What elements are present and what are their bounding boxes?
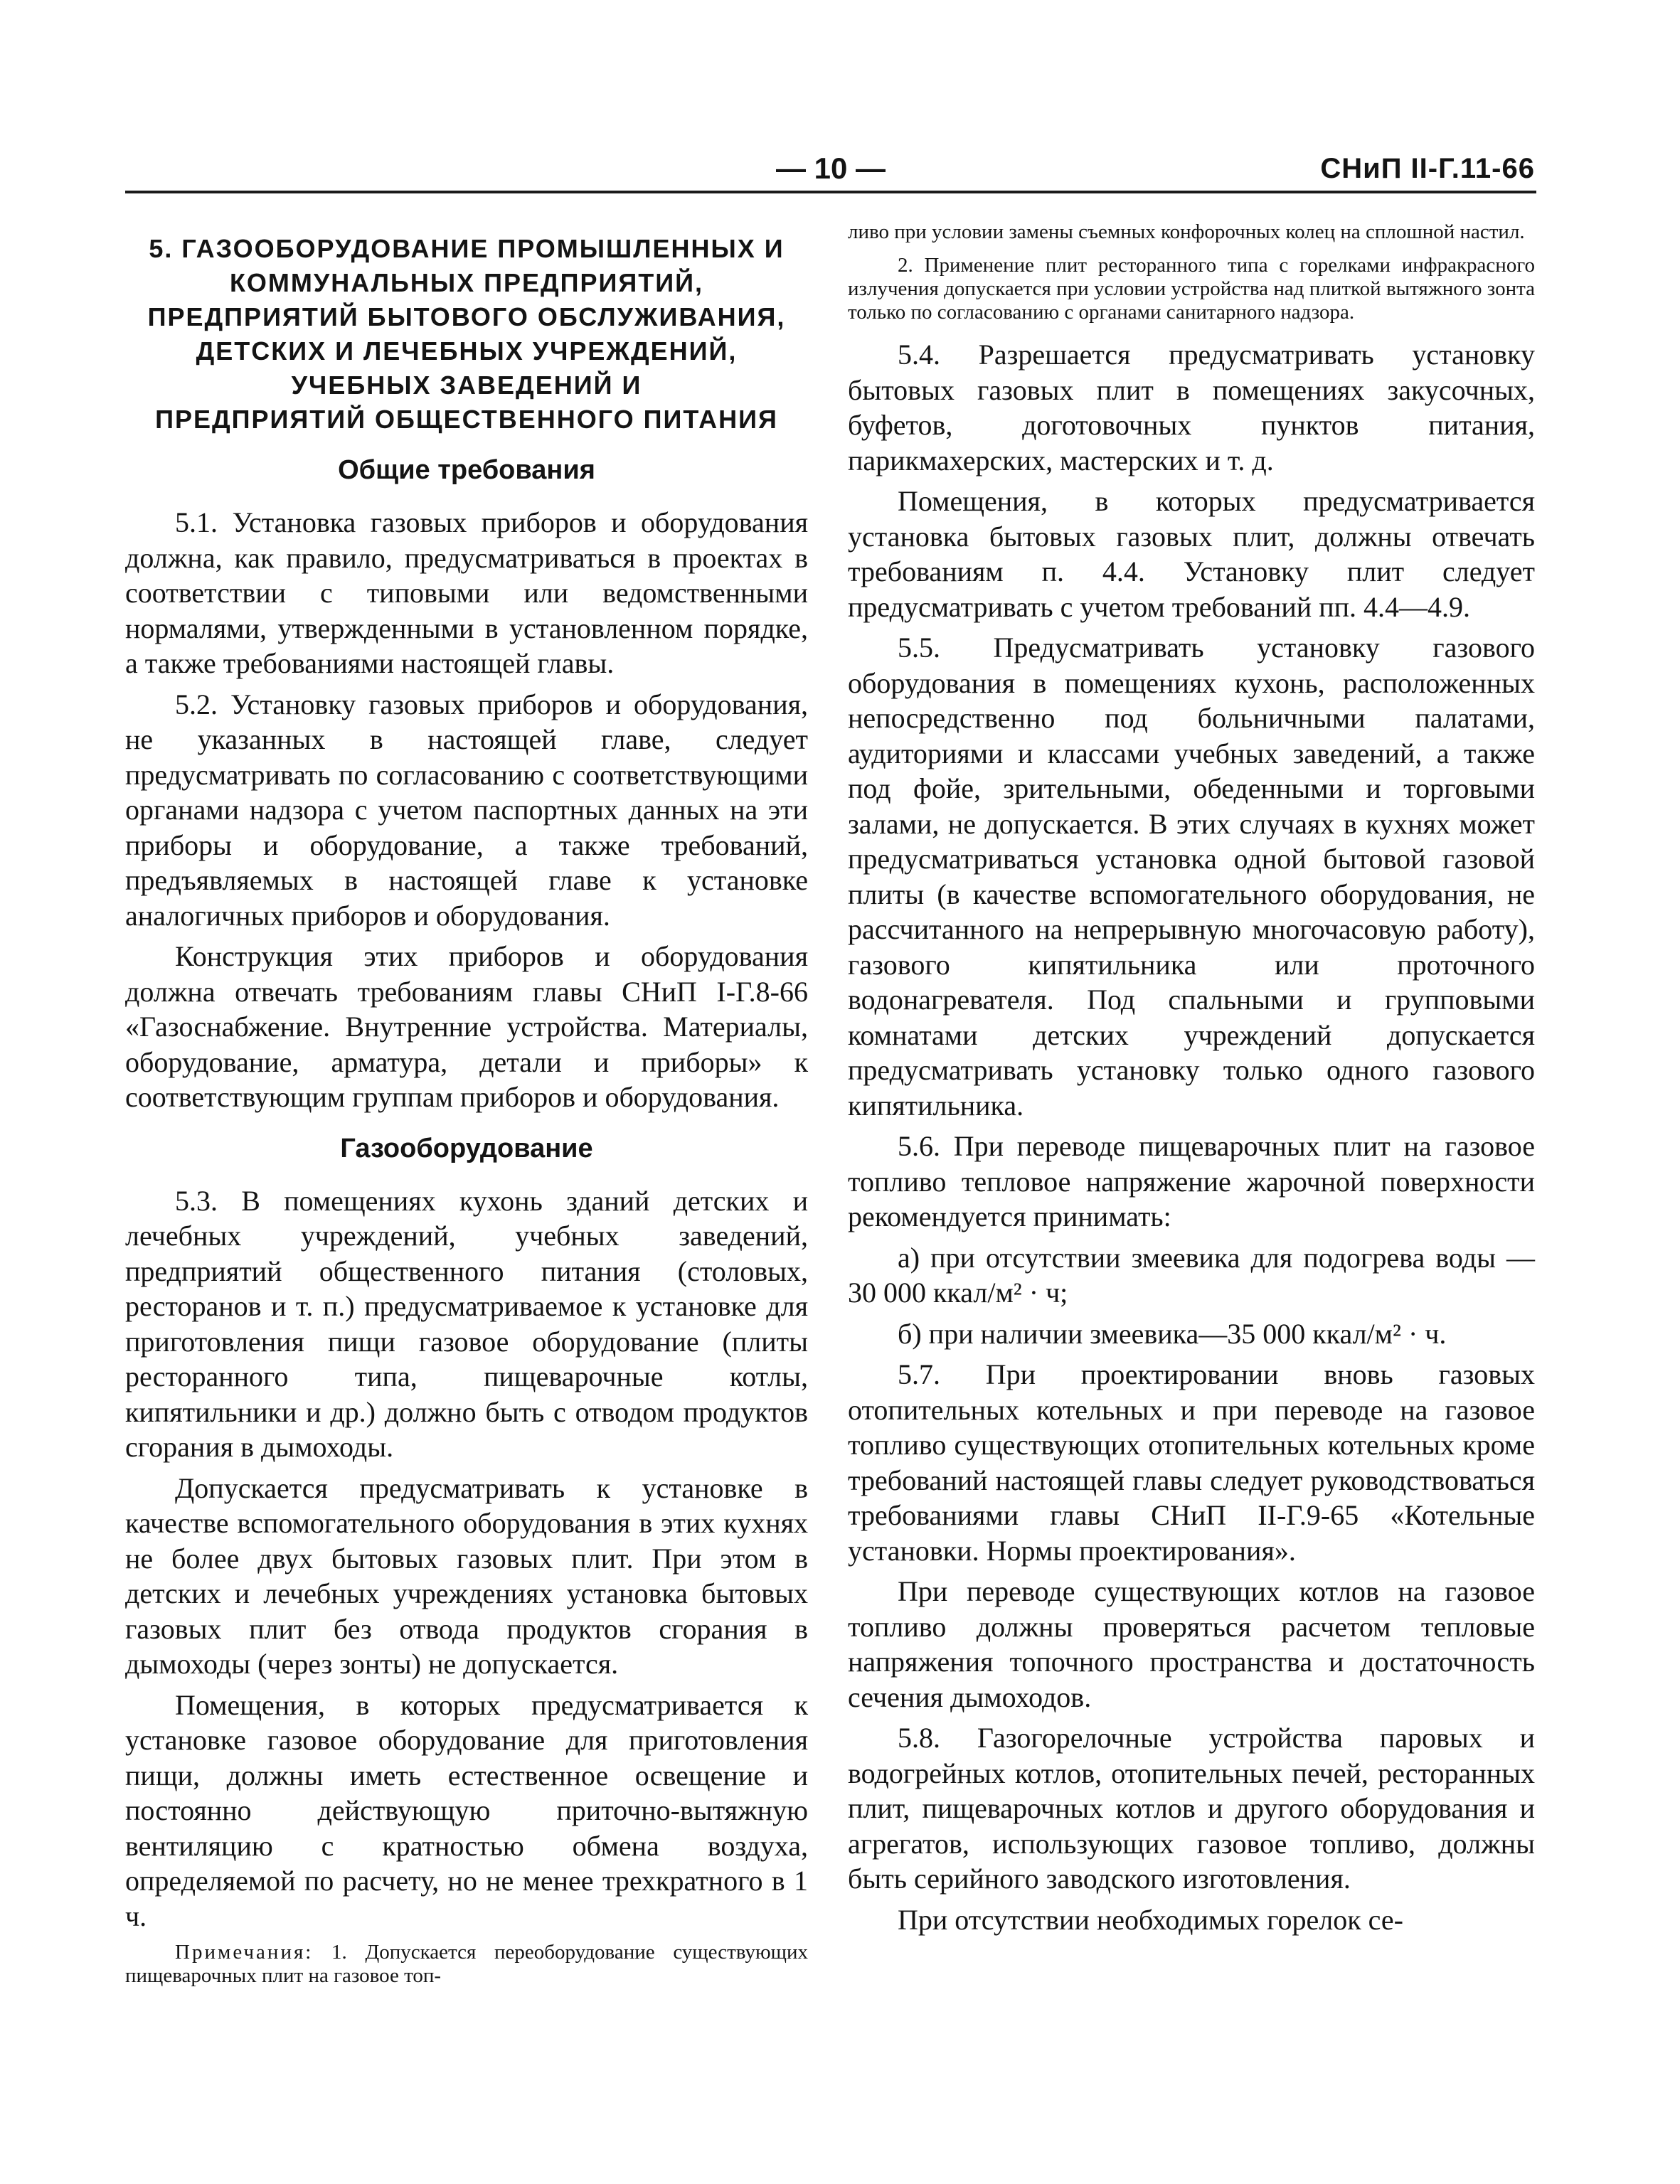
paragraph-5-8: 5.8. Газогорелочные устройства паровых и водогрейных котлов, отопительных печей, ресторанных плит, пищеварочных котлов и другого оборудования и агрегатов, использующих газовое топливо, должны быть серийного заводского изготовления.: [848, 1722, 1535, 1895]
paragraph-5-2: 5.2. Установку газовых приборов и оборудования, не указанных в настоящей главе, следует предусматривать по согласованию с соответствующими органами надзора с учетом паспортных данных на эти приборы и оборудование, а также требований, предъявляемых в настоящей главе к установке аналогичных приборов и оборудования.: [125, 688, 808, 932]
paragraph-5-1: 5.1. Установка газовых приборов и оборудования должна, как правило, предусматриваться в проектах в соответствии с типовыми или ведомственными нормалями, утвержденными в установленном порядке, а также требованиями настоящей главы.: [125, 506, 808, 679]
notes-start: [125, 1941, 808, 1988]
paragraph-5-6: 5.6. При переводе пищеварочных плит на газовое топливо тепловое напряжение жарочной поверхности рекомендуется принимать:: [848, 1130, 1535, 1232]
paragraph-5-2-construction: Конструкция этих приборов и оборудования должна отвечать требованиям главы СНиП I-Г.8-66 «Газоснабжение. Внутренние устройства. Материалы, оборудование, арматура, детали и приборы» к соответствующим группам приборов и оборудования.: [125, 940, 808, 1113]
paragraph-5-3-permitted: Допускается предусматривать к установке в качестве вспомогательного оборудования в этих кухнях не более двух бытовых газовых плит. При этом в детских и лечебных учреждениях установка бытовых газовых плит без отвода продуктов сгорания в дымоходы (через зонты) не допускается.: [125, 1471, 808, 1680]
paragraph-5-6-b: б) при наличии змеевика—35 000 ккал/м² · ч.: [898, 1317, 1447, 1350]
left-column: [125, 220, 808, 1988]
paragraph-5-7-boilers: При переводе существующих котлов на газовое топливо должны проверяться расчетом тепловые напряжения топочного пространства и достаточность сечения дымоходов.: [848, 1575, 1535, 1713]
paragraph-5-4-premises: Помещения, в которых предусматривается установка бытовых газовых плит, должны отвечать требованиям п. 4.4. Установку плит следует предусматривать с учетом требований пп. 4.4—4.9.: [848, 485, 1535, 623]
section-title-line: ДЕТСКИХ И ЛЕЧЕБНЫХ УЧРЕЖДЕНИЙ,: [196, 336, 738, 366]
page-number: — 10 —: [775, 151, 886, 185]
section-title-line: 5. ГАЗООБОРУДОВАНИЕ ПРОМЫШЛЕННЫХ И: [149, 234, 785, 263]
right-column: [848, 220, 1535, 1937]
paragraph-5-7: 5.7. При проектировании вновь газовых отопительных котельных и при переводе на газовое топливо существующих отопительных котельных кроме требований настоящей главы следует руководствоваться требованиями главы СНиП II-Г.9-65 «Котельные установки. Нормы проектирования».: [848, 1358, 1535, 1567]
section-title-line: УЧЕБНЫХ ЗАВЕДЕНИЙ И: [291, 371, 642, 400]
section-title-line: КОММУНАЛЬНЫХ ПРЕДПРИЯТИЙ,: [229, 268, 704, 297]
note-1-end: ливо при условии замены съемных конфорочных колец на сплошной настил.: [848, 220, 1525, 243]
section-title: [125, 232, 808, 437]
paragraph-5-3-premises: Помещения, в которых предусматривается к установке газовое оборудование для приготовления пищи, должны иметь естественное освещение и постоянно действующую приточно-вытяжную вентиляцию с кратностью обмена воздуха, определяемой по расчету, но не менее трехкратного в 1 ч.: [125, 1688, 808, 1932]
notes-label: Примечания:: [175, 1941, 314, 1964]
subheading-gas-equipment: Газооборудование: [340, 1133, 593, 1163]
paragraph-5-4: 5.4. Разрешается предусматривать установку бытовых газовых плит в помещениях закусочных, буфетов, доготовочных пунктов питания, парикмахерских, мастерских и т. д.: [848, 339, 1535, 476]
note-2: 2. Применение плит ресторанного типа с горелками инфракрасного излучения допускается при условии устройства над плиткой вытяжного зонта только по согласованию с органами санитарного надзора.: [848, 254, 1535, 324]
header-rule: [125, 191, 1536, 193]
page-header: [127, 151, 1535, 193]
note-1-start: 1. Допускается переоборудование существующих пищеварочных плит на газовое топ-: [125, 1941, 808, 1987]
subheading-general-requirements: Общие требования: [338, 455, 595, 485]
paragraph-5-3: 5.3. В помещениях кухонь зданий детских и лечебных учреждений, учебных заведений, предприятий общественного питания (столовых, ресторанов и т. п.) предусматриваемое к установке для приготовления пищи газовое оборудование (плиты ресторанного типа, пищеварочные котлы, кипятильники и др.) должно быть с отводом продуктов сгорания в дымоходы.: [125, 1184, 808, 1463]
paragraph-5-6-a: а) при отсутствии змеевика для подогрева воды — 30 000 ккал/м² · ч;: [848, 1241, 1535, 1309]
section-title-line: ПРЕДПРИЯТИЙ БЫТОВОГО ОБСЛУЖИВАНИЯ,: [147, 302, 786, 331]
section-title-line: ПРЕДПРИЯТИЙ ОБЩЕСТВЕННОГО ПИТАНИЯ: [155, 405, 778, 434]
paragraph-5-5: 5.5. Предусматривать установку газового оборудования в помещениях кухонь, расположенных непосредственно под больничными палатами, аудиториями и классами учебных заведений, а также под фойе, зрительными, обеденными и торговыми залами, не допускается. В этих случаях в кухнях может предусматриваться установка одной бытовой газовой плиты (в качестве вспомогательного оборудования, не рассчитанного на непрерывную многочасовую работу), газового кипятильника или проточного водонагревателя. Под спальными и групповыми комнатами детских учреждений допускается предусматривать установку только одного газового кипятильника.: [848, 632, 1535, 1122]
document-code: СНиП II-Г.11-66: [1320, 153, 1535, 184]
paragraph-5-8-continued: При отсутствии необходимых горелок се-: [898, 1903, 1403, 1936]
